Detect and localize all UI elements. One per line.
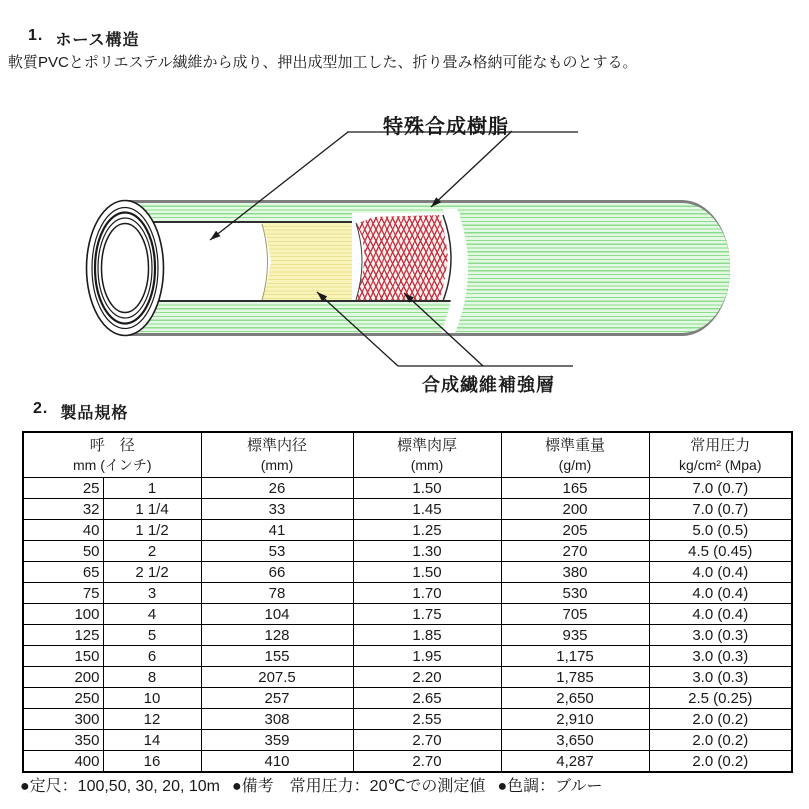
table-cell: 41 — [201, 520, 353, 541]
table-cell: 128 — [201, 625, 353, 646]
table-cell: 1 1/4 — [103, 499, 201, 520]
table-cell: 4,287 — [501, 751, 649, 773]
table-cell: 4.0 (0.4) — [649, 604, 792, 625]
table-cell: 40 — [23, 520, 103, 541]
section1-title: ホース構造 — [55, 32, 140, 49]
table-cell: 16 — [103, 751, 201, 773]
table-cell: 4 — [103, 604, 201, 625]
leader-top-right — [431, 131, 512, 207]
table-cell: 1.25 — [353, 520, 501, 541]
table-cell: 1.75 — [353, 604, 501, 625]
table-cell: 1.95 — [353, 646, 501, 667]
table-row — [23, 604, 792, 625]
table-cell: 200 — [501, 499, 649, 520]
table-cell: 2.65 — [353, 688, 501, 709]
table-cell: 359 — [201, 730, 353, 751]
col-header-inner-diameter — [201, 432, 353, 478]
table-cell: 2.55 — [353, 709, 501, 730]
table-cell: 207.5 — [201, 667, 353, 688]
col-header-wall-thickness — [353, 432, 501, 478]
table-cell: 65 — [23, 562, 103, 583]
col-header-working-pressure — [649, 432, 792, 478]
table-cell: 1.45 — [353, 499, 501, 520]
table-cell: 705 — [501, 604, 649, 625]
table-row — [23, 646, 792, 667]
table-cell: 1,175 — [501, 646, 649, 667]
table-cell: 2.0 (0.2) — [649, 751, 792, 773]
table-cell: 100 — [23, 604, 103, 625]
table-cell: 3.0 (0.3) — [649, 667, 792, 688]
table-cell: 7.0 (0.7) — [649, 499, 792, 520]
table-cell: 155 — [201, 646, 353, 667]
table-cell: 6 — [103, 646, 201, 667]
col-header-nominal-diameter — [23, 432, 201, 478]
table-cell: 10 — [103, 688, 201, 709]
table-cell: 200 — [23, 667, 103, 688]
table-cell: 165 — [501, 478, 649, 499]
table-cell: 380 — [501, 562, 649, 583]
table-cell: 53 — [201, 541, 353, 562]
table-cell: 935 — [501, 625, 649, 646]
table-row — [23, 562, 792, 583]
table-cell: 270 — [501, 541, 649, 562]
table-cell: 1.50 — [353, 478, 501, 499]
table-cell: 205 — [501, 520, 649, 541]
table-row — [23, 688, 792, 709]
table-cell: 2,910 — [501, 709, 649, 730]
table-cell: 530 — [501, 583, 649, 604]
table-cell: 50 — [23, 541, 103, 562]
table-cell: 1 1/2 — [103, 520, 201, 541]
table-cell: 104 — [201, 604, 353, 625]
col-unit: (g/m) — [558, 456, 592, 473]
table-cell: 150 — [23, 646, 103, 667]
table-cell: 1.70 — [353, 583, 501, 604]
note-color: ●色調：ブルー — [497, 778, 603, 795]
col-title: 呼 径 — [89, 437, 135, 455]
table-cell: 2.20 — [353, 667, 501, 688]
table-cell: 350 — [23, 730, 103, 751]
table-cell: 3 — [103, 583, 201, 604]
table-row — [23, 709, 792, 730]
table-cell: 1.30 — [353, 541, 501, 562]
table-cell: 4.0 (0.4) — [649, 583, 792, 604]
table-row — [23, 730, 792, 751]
table-row — [23, 751, 792, 773]
table-cell: 400 — [23, 751, 103, 773]
table-cell: 3.0 (0.3) — [649, 625, 792, 646]
table-cell: 308 — [201, 709, 353, 730]
footer-notes — [20, 773, 614, 796]
table-cell: 5.0 (0.5) — [649, 520, 792, 541]
table-cell: 257 — [201, 688, 353, 709]
col-unit: (mm) — [410, 456, 444, 473]
table-cell: 1.50 — [353, 562, 501, 583]
table-cell: 1.85 — [353, 625, 501, 646]
table-cell: 125 — [23, 625, 103, 646]
table-row — [23, 667, 792, 688]
hose-reinforcement-mesh — [354, 215, 448, 300]
table-cell: 410 — [201, 751, 353, 773]
table-cell: 300 — [23, 709, 103, 730]
table-cell: 4.5 (0.45) — [649, 541, 792, 562]
table-cell: 3.0 (0.3) — [649, 646, 792, 667]
table-cell: 2 1/2 — [103, 562, 201, 583]
table-cell: 1 — [103, 478, 201, 499]
table-cell: 3,650 — [501, 730, 649, 751]
table-cell: 32 — [23, 499, 103, 520]
table-cell: 250 — [23, 688, 103, 709]
table-cell: 2,650 — [501, 688, 649, 709]
col-header-weight — [501, 432, 649, 478]
label-synthetic-fiber-reinforcement: 合成繊維補強層 — [422, 375, 555, 395]
table-row — [23, 583, 792, 604]
table-cell: 14 — [103, 730, 201, 751]
section1-body-text: 軟質PVCとポリエステル繊維から成り、押出成型加工した、折り畳み格納可能なものとする。 — [8, 54, 638, 71]
table-cell: 26 — [201, 478, 353, 499]
table-cell: 78 — [201, 583, 353, 604]
col-unit: kg/cm² (Mpa) — [679, 456, 762, 473]
note-standard-length: ●定尺：100,50, 30, 20, 10m — [20, 778, 220, 795]
spec-table — [22, 431, 793, 773]
table-cell: 4.0 (0.4) — [649, 562, 792, 583]
table-cell: 2.70 — [353, 730, 501, 751]
col-unit: mm (インチ) — [72, 456, 152, 473]
note-remarks: ●備考 常用圧力：20℃での測定値 — [232, 778, 486, 795]
col-title: 標準内径 — [247, 437, 308, 455]
label-special-synthetic-resin: 特殊合成樹脂 — [383, 116, 509, 138]
table-row — [23, 520, 792, 541]
spec-table-body — [23, 478, 792, 773]
table-cell: 2.0 (0.2) — [649, 730, 792, 751]
table-cell: 75 — [23, 583, 103, 604]
table-cell: 7.0 (0.7) — [649, 478, 792, 499]
table-cell: 33 — [201, 499, 353, 520]
table-cell: 2 — [103, 541, 201, 562]
table-row — [23, 625, 792, 646]
header-row — [23, 432, 792, 478]
table-cell: 5 — [103, 625, 201, 646]
table-cell: 66 — [201, 562, 353, 583]
section1-number: 1. — [28, 27, 44, 44]
table-cell: 2.70 — [353, 751, 501, 773]
table-cell: 2.0 (0.2) — [649, 709, 792, 730]
table-cell: 25 — [23, 478, 103, 499]
section2-number: 2. — [33, 400, 49, 417]
spec-table-header — [23, 432, 792, 478]
table-row — [23, 499, 792, 520]
table-row — [23, 541, 792, 562]
hose-middle-layer — [262, 223, 362, 300]
col-title: 標準重量 — [545, 437, 606, 455]
section2-title: 製品規格 — [60, 405, 129, 422]
table-cell: 8 — [103, 667, 201, 688]
table-cell: 1,785 — [501, 667, 649, 688]
col-unit: (mm) — [260, 456, 294, 473]
col-title: 標準肉厚 — [397, 437, 458, 455]
table-cell: 12 — [103, 709, 201, 730]
section2-heading — [33, 400, 128, 423]
col-title: 常用圧力 — [690, 437, 751, 455]
table-row — [23, 478, 792, 499]
table-cell: 2.5 (0.25) — [649, 688, 792, 709]
